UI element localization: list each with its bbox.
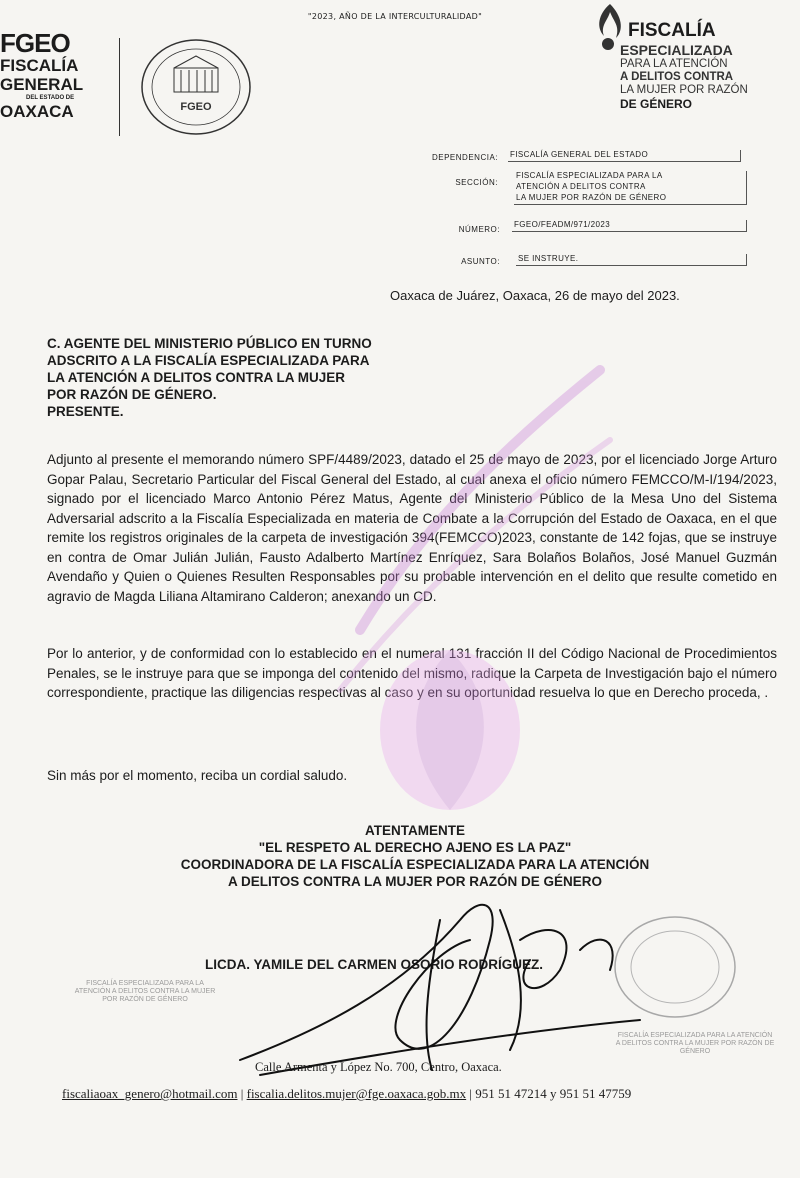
year-banner: "2023, AÑO DE LA INTERCULTURALIDAD" <box>307 12 483 21</box>
email-link-hotmail[interactable]: fiscaliaoax_genero@hotmail.com <box>62 1086 238 1101</box>
dependencia-label: DEPENDENCIA: <box>431 153 498 162</box>
recipient-line3: LA ATENCIÓN A DELITOS CONTRA LA MUJER <box>47 370 345 385</box>
recipient-line5: PRESENTE. <box>47 404 124 419</box>
fge-logo-line4: OAXACA <box>0 102 74 121</box>
numero-value: FGEO/FEADM/971/2023 <box>512 220 747 232</box>
signer-name: LICDA. YAMILE DEL CARMEN OSORIO RODRÍGUEZ. <box>205 957 544 972</box>
numero-label: NÚMERO: <box>458 225 500 234</box>
fge-logo-line3: DEL ESTADO DE <box>26 95 75 101</box>
femcco-logo-line2: ESPECIALIZADA <box>620 42 733 58</box>
closing-line1: ATENTAMENTE <box>365 823 465 838</box>
femcco-logo-line1: FISCALÍA <box>628 20 716 41</box>
asunto-value: SE INSTRUYE. <box>516 254 747 266</box>
fge-logo-line1: FISCALÍA <box>0 56 79 75</box>
state-seal-icon <box>140 38 252 136</box>
closing-line3: COORDINADORA DE LA FISCALÍA ESPECIALIZADA PARA LA ATENCIÓN <box>180 857 650 872</box>
contact-separator: | <box>237 1086 247 1101</box>
footer-contacts <box>62 1086 631 1102</box>
dependencia-value: FISCALÍA GENERAL DEL ESTADO <box>508 150 741 162</box>
femcco-logo-line6: DE GÉNERO <box>620 97 693 111</box>
asunto-label: ASUNTO: <box>461 257 500 266</box>
seccion-label: SECCIÓN: <box>455 178 498 187</box>
seccion-value-3: LA MUJER POR RAZÓN DE GÉNERO <box>514 193 747 205</box>
right-stamp <box>615 1032 775 1056</box>
seccion-value-2: ATENCIÓN A DELITOS CONTRA <box>514 182 747 193</box>
femcco-logo-line4: A DELITOS CONTRA <box>620 71 734 83</box>
recipient-line1: C. AGENTE DEL MINISTERIO PÚBLICO EN TURNO <box>47 336 372 351</box>
closing-block <box>110 822 720 890</box>
fge-logo-line2: GENERAL <box>0 75 84 94</box>
header-divider <box>119 38 120 136</box>
femcco-logo-line3: PARA LA ATENCIÓN <box>620 58 728 70</box>
seccion-value-1: FISCALÍA ESPECIALIZADA PARA LA <box>514 171 747 182</box>
closing-line4: A DELITOS CONTRA LA MUJER POR RAZÓN DE GÉNERO <box>227 874 603 889</box>
right-stamp-text: FISCALÍA ESPECIALIZADA PARA LA ATENCIÓN A DELITOS CONTRA LA MUJER POR RAZÓN DE GÉNERO <box>615 1032 775 1055</box>
body-paragraph-3: Sin más por el momento, reciba un cordial saludo. <box>47 768 348 783</box>
left-stamp-text: FISCALÍA ESPECIALIZADA PARA LA ATENCIÓN A DELITOS CONTRA LA MUJER POR RAZÓN DE GÉNERO <box>74 980 216 1003</box>
body-paragraph-2: Por lo anterior, y de conformidad con lo establecido en el numeral 131 fracción II del Código Nacional de Procedimientos Penales, se le instruye para que se imponga del contenido del mismo, radique la Carpeta de Investigación bajo el número correspondiente, practique las diligencias respectivas al caso y en su oportunidad resuelva lo que en Derecho proceda, . <box>47 646 777 700</box>
body-paragraph-1: Adjunto al presente el memorando número SPF/4489/2023, datado el 25 de mayo de 2023, por el licenciado Jorge Arturo Gopar Palau, Secretario Particular del Fiscal General del Estado, al cual anexa el oficio número FEMCCO/M-I/194/2023, signado por el licenciado Marco Antonio Pérez Matus, Agente del Ministerio Público de la Mesa Uno del Sistema Adversarial adscrito a la Fiscalía Especializada en materia de Combate a la Corrupción del Estado de Oaxaca, en el que remite los registros originales de la carpeta de investigación 394(FEMCCO)2023, constante de 142 fojas, que se instruye en contra de Omar Julián Julián, Fausto Adalberto Martínez Enríquez, Sara Bolaños Bolaños, José Manuel Guzmán Avendaño y Quien o Quienes Resulten Responsables por su probable intervención en el delito que resulte cometido en agravio de Magda Liliana Altamirano Calderon; anexando un CD. <box>47 452 777 604</box>
svg-text:FGEO: FGEO <box>180 101 212 113</box>
left-stamp <box>70 980 220 1004</box>
date-line: Oaxaca de Juárez, Oaxaca, 26 de mayo del 2023. <box>390 288 680 303</box>
round-seal-icon <box>610 912 740 1022</box>
fge-logo-mark: FGEO <box>0 28 70 58</box>
recipient-line2: ADSCRITO A LA FISCALÍA ESPECIALIZADA PARA <box>47 353 370 368</box>
recipient-block <box>47 335 372 420</box>
email-link-fge[interactable]: fiscalia.delitos.mujer@fge.oaxaca.gob.mx <box>246 1086 467 1101</box>
footer-phones: | 951 51 47214 y 951 51 47759 <box>466 1086 632 1101</box>
femcco-logo <box>590 0 795 115</box>
closing-line2: "EL RESPETO AL DERECHO AJENO ES LA PAZ" <box>258 840 572 855</box>
footer-address: Calle Armenta y López No. 700, Centro, Oaxaca. <box>255 1060 502 1074</box>
signature-icon <box>200 880 670 1090</box>
fge-logo <box>0 30 110 121</box>
recipient-line4: POR RAZÓN DE GÉNERO. <box>47 387 217 402</box>
femcco-logo-line5: LA MUJER POR RAZÓN <box>620 84 748 96</box>
